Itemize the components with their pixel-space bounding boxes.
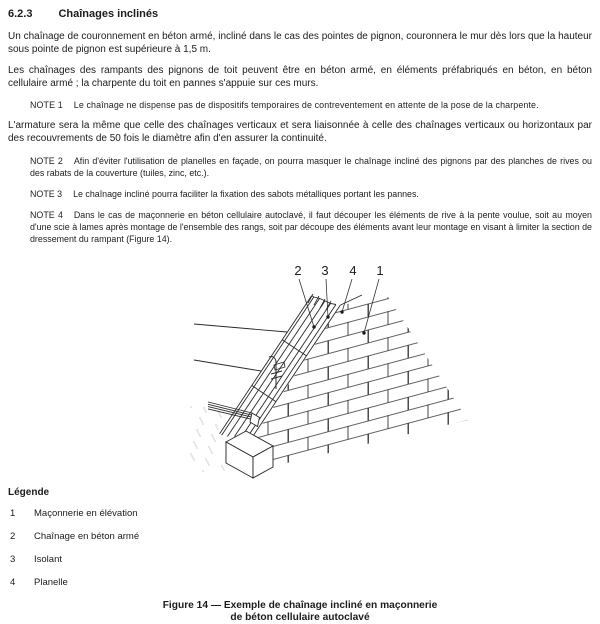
legend-label: Isolant (34, 554, 62, 566)
paragraph-3: L'armature sera la même que celle des chaînages verticaux et sera liaisonnée à celle des chaînages verticaux ou horizontaux par des recouvrements de 50 fois le diamètre afin d'en assurer la continuité. (8, 120, 592, 145)
callout-label-1: 1 (376, 263, 384, 279)
purlin-beam (208, 402, 260, 427)
legend-title: Légende (8, 487, 50, 499)
paragraph-1: Un chaînage de couronnement en béton armé, incliné dans le cas des pointes de pignon, couronnera le mur dès lors que la hauteur sous pointe de pignon est supérieure à 1,5 m. (8, 31, 592, 55)
legend-item-3 (10, 554, 592, 565)
legend-item-4 (10, 577, 592, 588)
section-number: 6.2.3 (8, 8, 33, 20)
section-heading (8, 8, 592, 20)
legend-item-1 (10, 508, 592, 519)
legend-label: Planelle (34, 577, 68, 589)
legend-number: 2 (10, 531, 16, 543)
figure-caption-line1: Figure 14 — Exemple de chaînage incliné en maçonnerie (162, 600, 438, 612)
leader-line-3 (326, 279, 328, 317)
callout-dot-1 (362, 332, 365, 335)
paragraph-2: Les chaînages des rampants des pignons de toit peuvent être en béton armé, en éléments préfabriqués en béton, en béton cellulaire armé ; la charpente du toit en pannes s'appuie sur ces murs. (8, 65, 592, 89)
note-4: NOTE 4 Dans le cas de maçonnerie en béton cellulaire autoclavé, il faut découper les éléments de rive à la pente voulue, soit au moyen d'une scie à lames après montage de l'ensemble des rangs, soit par découpe des éléments avant leur montage en visant à limiter la section de dressement du rampant (Figure 14). (30, 209, 592, 245)
legend-number: 4 (10, 577, 16, 589)
leader-line-2 (299, 279, 314, 327)
purlin-end-face (250, 413, 260, 427)
callout-dot-4 (340, 311, 343, 314)
figure14-drawing (8, 257, 600, 481)
note-2: NOTE 2 Afin d'éviter l'utilisation de planelles en façade, on pourra masquer le chaînage incliné des pignons par des planches de rives ou des rabats de la couverture (tuiles, zinc, etc.). (30, 155, 592, 178)
section-title: Chaînages inclinés (58, 8, 159, 20)
callout-label-4: 4 (349, 263, 357, 279)
callout-labels (294, 263, 383, 278)
figure-caption-line2: de béton cellulaire autoclavé (230, 612, 370, 624)
callout-dot-2 (312, 326, 315, 329)
roof-plane-lines (194, 324, 287, 371)
callout-dot-3 (326, 316, 329, 319)
callout-label-2: 2 (294, 263, 302, 279)
technical-figure (8, 257, 592, 481)
stipple-texture (190, 407, 224, 472)
legend-label: Chaînage en béton armé (34, 531, 140, 543)
legend-item-2 (10, 531, 592, 542)
callout-label-3: 3 (321, 263, 329, 279)
figure-caption (8, 600, 592, 624)
note-3: NOTE 3 Le chaînage incliné pourra faciliter la fixation des sabots métalliques portant les pannes. (30, 188, 419, 199)
legend-number: 3 (10, 554, 16, 566)
legend-number: 1 (10, 508, 16, 520)
legend-label: Maçonnerie en élévation (34, 508, 138, 520)
note-1: NOTE 1 Le chaînage ne dispense pas de dispositifs temporaires de contreventement en attente de la pose de la charpente. (30, 100, 539, 111)
